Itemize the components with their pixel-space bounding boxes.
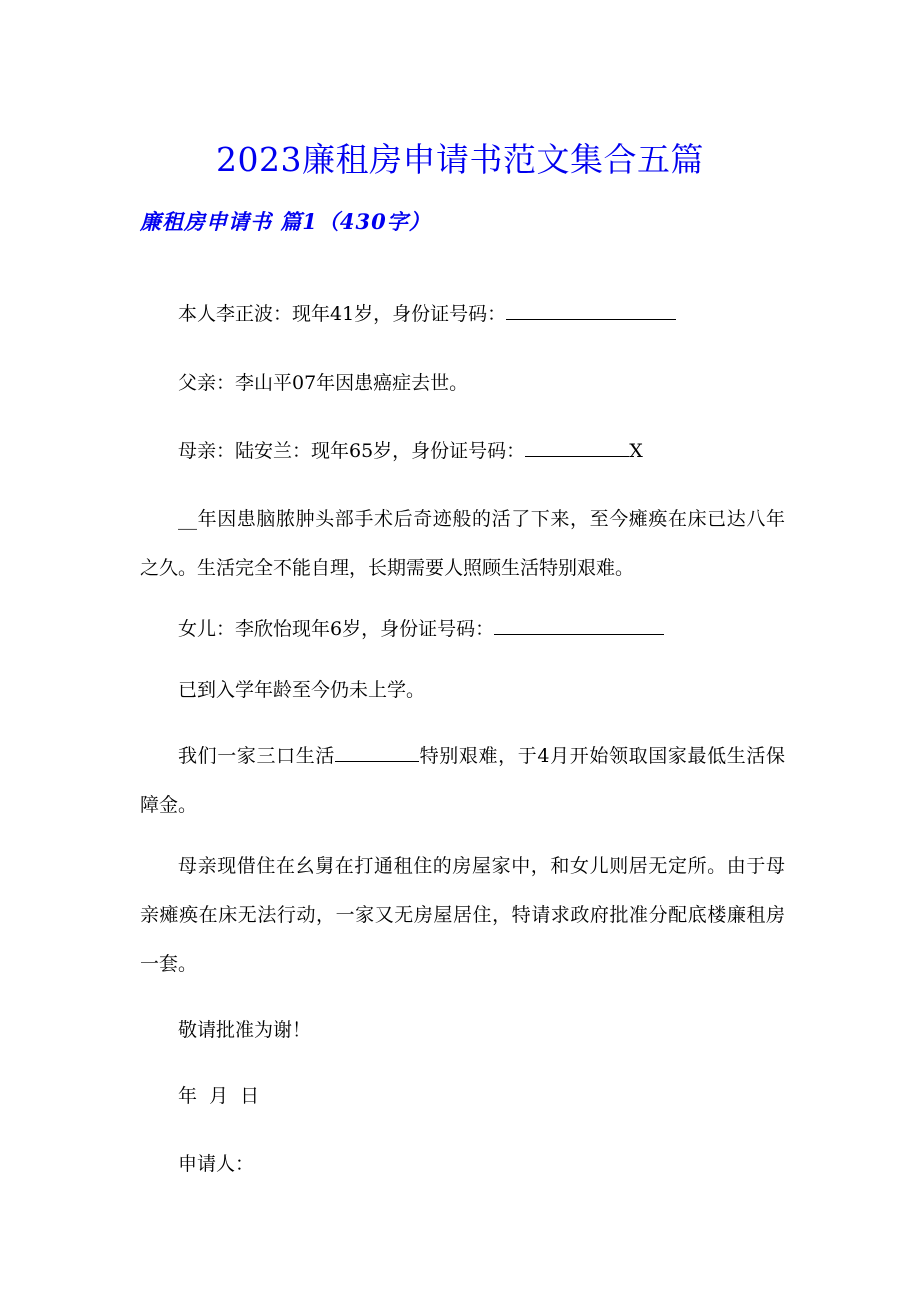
paragraph-request: 母亲现借住在幺舅在打通租住的房屋家中，和女儿则居无定所。由于母亲瘫痪在床无法行动，一家又无房屋居住，特请求政府批准分配底楼廉租房一套。 [140,855,785,975]
document-title: 2023廉租房申请书范文集合五篇 [216,140,704,179]
daughter-id-blank [494,616,664,635]
living-blank [335,743,419,762]
living-text: 我们一家三口生活 [178,745,336,767]
paragraph-living [140,732,785,830]
paragraph-thanks: 敬请批准为谢！ [178,1019,312,1041]
mother-text: 母亲：陆安兰：现年65岁，身份证号码： [178,440,526,462]
living-text-suffix: 特别艰难，于4月开始领取国家最低生活保障金。 [140,745,785,816]
section-heading: 廉租房申请书 篇1（430字） [140,209,431,234]
applicant-text: 本人李正波：现年41岁，身份证号码： [178,303,507,325]
paragraph-school: 已到入学年龄至今仍未上学。 [178,679,426,701]
mother-id-suffix: X [629,440,643,462]
id-number-blank [506,301,676,320]
paragraph-mother [140,427,785,476]
daughter-text: 女儿：李欣怡现年6岁，身份证号码： [178,618,495,640]
paragraph-applicant [140,290,785,339]
date-line: 年 月 日 [178,1085,260,1107]
applicant-signature: 申请人： [178,1153,255,1175]
paragraph-father: 父亲：李山平07年因患癌症去世。 [178,372,469,394]
paragraph-daughter [140,605,785,654]
paragraph-mother-condition: __年因患脑脓肿头部手术后奇迹般的活了下来，至今瘫痪在床已达八年之久。生活完全不能自理，长期需要人照顾生活特别艰难。 [140,508,785,579]
mother-id-blank [525,438,629,457]
